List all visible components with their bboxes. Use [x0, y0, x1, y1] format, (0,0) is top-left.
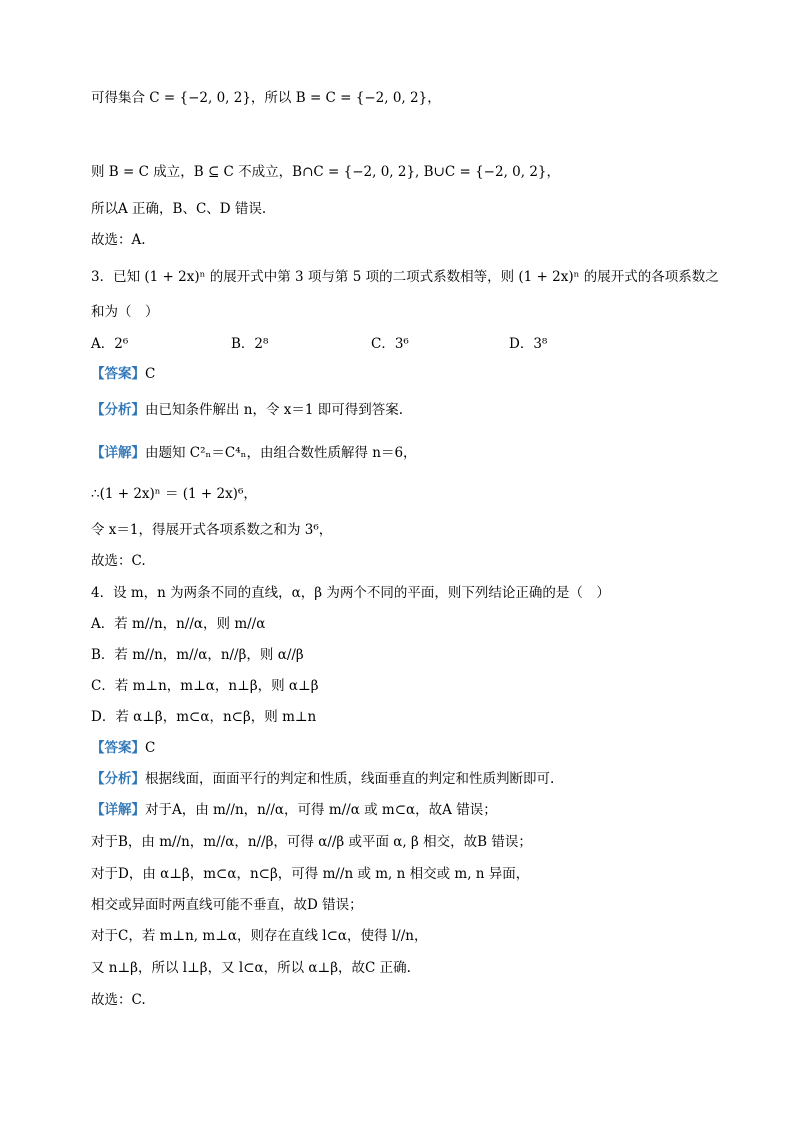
option-d: D．3⁸ [509, 336, 548, 352]
text-line: 故选：C. [91, 553, 146, 569]
option-b: B．若 m//n，m//α，n//β，则 α//β [91, 647, 304, 663]
detail-tag: 【详解】 [91, 445, 145, 461]
question-3-stem: 3．已知 (1 + 2x)ⁿ 的展开式中第 3 项与第 5 项的二项式系数相等，则 (1 + 2x)ⁿ 的展开式的各项系数之 [91, 269, 719, 285]
text-line: 可得集合 C = {−2, 0, 2}，所以 B = C = {−2, 0, 2}， [91, 90, 441, 106]
question-4-stem: 4．设 m，n 为两条不同的直线，α，β 为两个不同的平面，则下列结论正确的是（ ） [91, 585, 610, 601]
analysis-tag: 【分析】 [91, 402, 145, 418]
analysis-text: 由已知条件解出 n，令 x＝1 即可得到答案. [145, 402, 404, 418]
text-line: 又 n⊥β，所以 l⊥β，又 l⊂α，所以 α⊥β，故C 正确. [91, 960, 411, 976]
text-line: 故选：C. [91, 992, 146, 1008]
detail-line [91, 800, 497, 820]
answer-text: C [145, 740, 156, 756]
text-line: 令 x＝1，得展开式各项系数之和为 3⁶， [91, 522, 333, 538]
analysis-line [91, 400, 403, 420]
detail-text: 由题知 C²ₙ＝C⁴ₙ，由组合数性质解得 n＝6， [145, 445, 417, 461]
detail-line [91, 443, 417, 463]
detail-tag: 【详解】 [91, 802, 145, 818]
answer-text: C [145, 366, 156, 382]
answer-line [91, 738, 155, 758]
option-c: C．3⁶ [371, 336, 409, 352]
analysis-text: 根据线面，面面平行的判定和性质，线面垂直的判定和性质判断即可. [145, 771, 555, 787]
option-a: A．若 m//n，n//α，则 m//α [91, 616, 266, 632]
option-c: C．若 m⊥n，m⊥α，n⊥β，则 α⊥β [91, 678, 319, 694]
analysis-tag: 【分析】 [91, 771, 145, 787]
question-3-options [91, 334, 547, 354]
answer-tag: 【答案】 [91, 740, 145, 756]
option-b: B．2⁸ [231, 336, 269, 352]
text-line: 对于C，若 m⊥n, m⊥α，则存在直线 l⊂α，使得 l//n， [91, 928, 428, 944]
text-line: 则 B = C 成立，B ⊆ C 不成立，B∩C = {−2, 0, 2}, B∪C = {−2, 0, 2}， [91, 164, 560, 180]
answer-line [91, 364, 155, 384]
text-line: 对于D，由 α⊥β，m⊂α，n⊂β，可得 m//n 或 m, n 相交或 m, n 异面， [91, 866, 530, 882]
option-a: A．2⁶ [91, 336, 129, 352]
answer-tag: 【答案】 [91, 366, 145, 382]
text-line: 相交或异面时两直线可能不垂直，故D 错误； [91, 897, 363, 913]
text-line: 故选：A. [91, 232, 146, 248]
text-line: 所以A 正确，B、C、D 错误. [91, 201, 267, 217]
analysis-line [91, 769, 554, 789]
detail-text: 对于A，由 m//n，n//α，可得 m//α 或 m⊂α，故A 错误； [145, 802, 497, 818]
text-line: 对于B，由 m//n，m//α，n//β，可得 α//β 或平面 α, β 相交，故B 错误； [91, 834, 532, 850]
question-3-stem-cont: 和为（ ） [91, 304, 159, 320]
option-d: D．若 α⊥β，m⊂α，n⊂β，则 m⊥n [91, 709, 317, 725]
text-line: ∴(1 + 2x)ⁿ ＝ (1 + 2x)⁶， [91, 486, 257, 502]
